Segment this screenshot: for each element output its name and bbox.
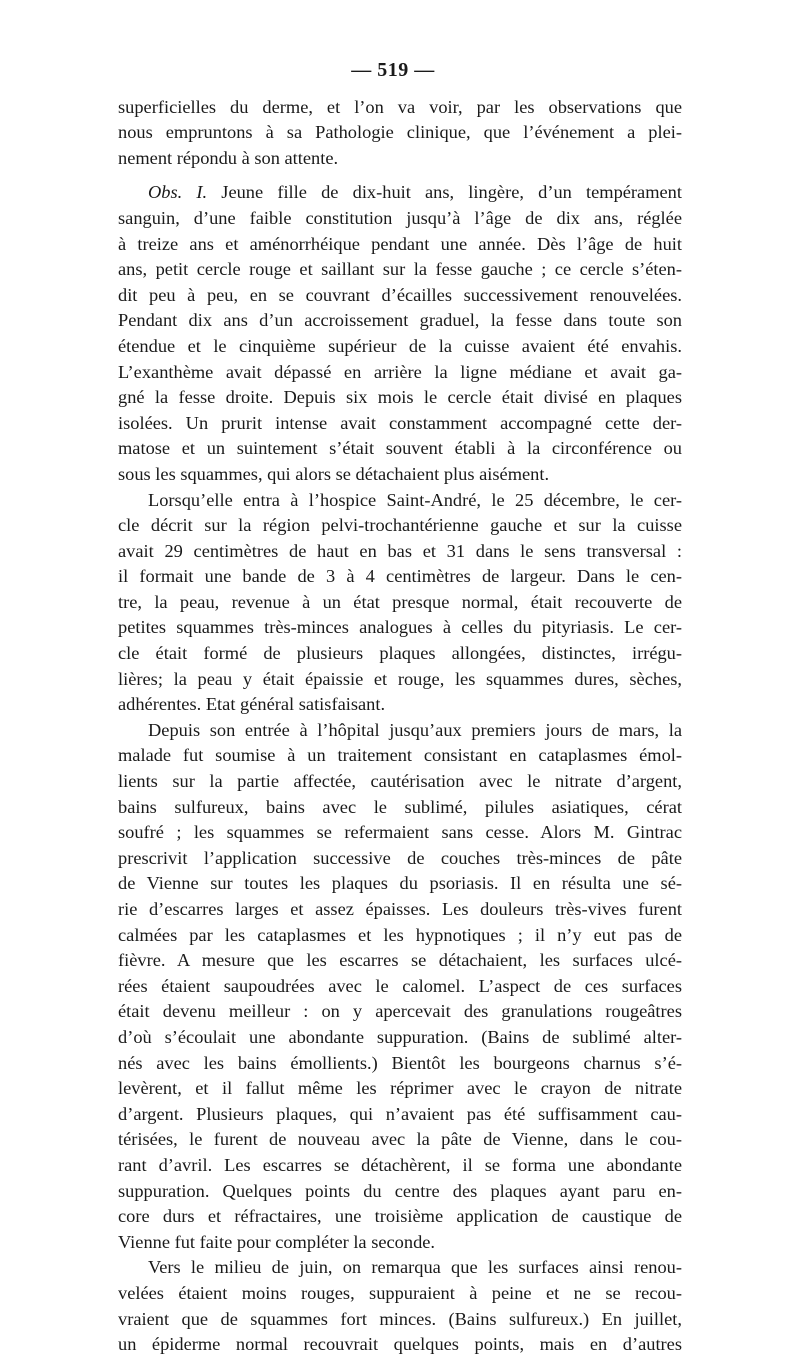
text-line: lières; la peau y était épaissie et rouge, les squammes dures, sèches, (118, 668, 682, 689)
text-line: nés avec les bains émollients.) Bientôt les bourgeons charnus s’é- (118, 1052, 682, 1073)
text-line: vraient que de squammes fort minces. (Bains sulfureux.) En juillet, (118, 1308, 682, 1329)
text-line: Vienne fut faite pour compléter la seconde. (118, 1231, 436, 1252)
text-line: dit peu à peu, en se couvrant d’écailles successivement renouvelées. (118, 284, 682, 305)
text-line: Pendant dix ans d’un accroissement graduel, la fesse dans toute son (118, 310, 682, 331)
text-line: sous les squammes, qui alors se détachaient plus aisément. (118, 463, 550, 484)
text-line: Vers le milieu de juin, on remarqua que les surfaces ainsi renou- (148, 1257, 682, 1278)
text-line: matose et un suintement s’était souvent établi à la circonférence ou (118, 438, 682, 459)
text-line: tre, la peau, revenue à un état presque normal, était recouverte de (118, 591, 682, 612)
text-line: fièvre. A mesure que les escarres se détachaient, les surfaces ulcé- (118, 950, 682, 971)
text-line: calmées par les cataplasmes et les hypnotiques ; il n’y eut pas de (118, 924, 682, 945)
book-page (118, 58, 682, 1358)
text-line: était devenu meilleur : on y apercevait des granulations rougeâtres (118, 1001, 682, 1022)
text-line: sanguin, d’une faible constitution jusqu’à l’âge de dix ans, réglée (118, 207, 682, 228)
text-line: suppuration. Quelques points du centre des plaques ayant paru en- (118, 1180, 682, 1201)
text-line: Depuis son entrée à l’hôpital jusqu’aux premiers jours de mars, la (148, 719, 682, 740)
paragraph (118, 95, 682, 172)
text-line: d’où s’écoulait une abondante suppuration. (Bains de sublimé alter- (118, 1026, 682, 1047)
paragraph (118, 488, 682, 718)
body-text (118, 95, 682, 1358)
text-line (118, 180, 682, 206)
text-line: lients sur la partie affectée, cautérisation avec le nitrate d’argent, (118, 771, 682, 792)
text-line: soufré ; les squammes se refermaient sans cesse. Alors M. Gintrac (118, 822, 682, 843)
text-line: rie d’escarres larges et assez épaisses. Les douleurs très-vives furent (118, 899, 682, 919)
text-line: d’argent. Plusieurs plaques, qui n’avaient pas été suffisamment cau- (118, 1103, 682, 1124)
text-line: bains sulfureux, bains avec le sublimé, pilules asiatiques, cérat (118, 796, 682, 817)
line-text: Jeune fille de dix-huit ans, lingère, d’un tempérament (207, 182, 682, 203)
text-line: isolées. Un prurit intense avait constamment accompagné cette der- (118, 412, 682, 433)
text-line: cle était formé de plusieurs plaques allongées, distinctes, irrégu- (118, 643, 682, 664)
paragraph (118, 718, 682, 1255)
text-line: petites squammes très-minces analogues à celles du pityriasis. Le cer- (118, 617, 682, 638)
text-line: il formait une bande de 3 à 4 centimètres de largeur. Dans le cen- (118, 566, 682, 587)
observation-label: Obs. I. (148, 182, 208, 203)
observation-paragraph (118, 180, 682, 487)
page-number: — 519 — (351, 59, 435, 81)
text-line: étendue et le cinquième supérieur de la cuisse avaient été envahis. (118, 335, 682, 356)
text-line: L’exanthème avait dépassé en arrière la ligne médiane et avait ga- (118, 361, 682, 382)
text-line: ans, petit cercle rouge et saillant sur la fesse gauche ; ce cercle s’éten- (118, 259, 682, 280)
text-line: gné la fesse droite. Depuis six mois le cercle était divisé en plaques (118, 387, 682, 408)
text-line: superficielles du derme, et l’on va voir, par les observations que (118, 96, 682, 117)
text-line: levèrent, et il fallut même les réprimer avec le crayon de nitrate (118, 1078, 682, 1099)
text-line: nous empruntons à sa Pathologie clinique, que l’événement a plei- (118, 122, 682, 143)
text-line: un épiderme normal recouvrait quelques points, mais en d’autres (118, 1334, 682, 1355)
text-line: velées étaient moins rouges, suppuraient à peine et ne se recou- (118, 1282, 682, 1303)
text-line: rant d’avril. Les escarres se détachèrent, il se forma une abondante (118, 1154, 682, 1175)
text-line: de Vienne sur toutes les plaques du psoriasis. Il en résulta une sé- (118, 873, 682, 894)
text-line: avait 29 centimètres de haut en bas et 31 dans le sens transversal : (118, 540, 682, 561)
text-line: térisées, le furent de nouveau avec la pâte de Vienne, dans le cou- (118, 1129, 682, 1150)
text-line: à treize ans et aménorrhéique pendant une année. Dès l’âge de huit (118, 233, 682, 254)
paragraph (118, 1255, 682, 1357)
text-line: cle décrit sur la région pelvi-trochantérienne gauche et sur la cuisse (118, 515, 682, 536)
text-line: adhérentes. Etat général satisfaisant. (118, 694, 386, 715)
text-line: Lorsqu’elle entra à l’hospice Saint-André, le 25 décembre, le cer- (148, 489, 682, 510)
text-line: prescrivit l’application successive de couches très-minces de pâte (118, 847, 682, 868)
text-line: nement répondu à son attente. (118, 147, 339, 168)
text-line: core durs et réfractaires, une troisième application de caustique de (118, 1206, 682, 1227)
text-line: rées étaient saupoudrées avec le calomel. L’aspect de ces surfaces (118, 975, 682, 996)
text-line: malade fut soumise à un traitement consistant en cataplasmes émol- (118, 745, 682, 766)
